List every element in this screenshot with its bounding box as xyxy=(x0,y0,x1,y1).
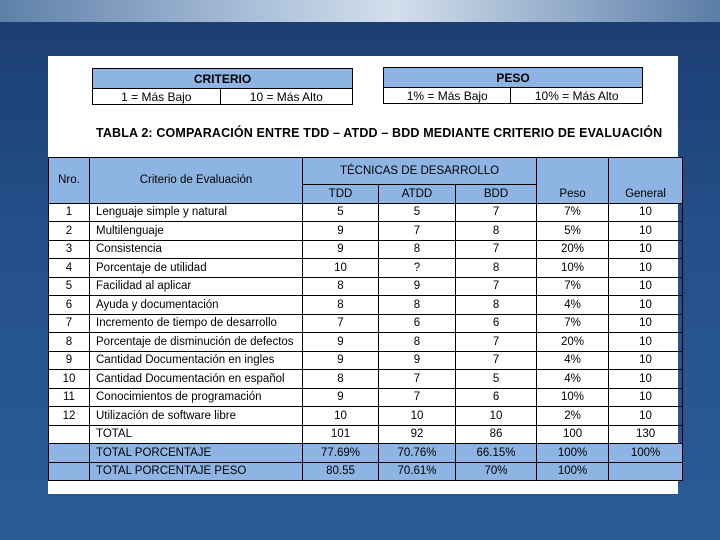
row-bdd: 8 xyxy=(456,259,537,278)
total-porcentaje-label: TOTAL PORCENTAJE xyxy=(90,444,303,463)
row-peso: 4% xyxy=(537,296,609,315)
row-atdd: 7 xyxy=(379,222,456,241)
top-decorative-band xyxy=(0,0,720,22)
row-number: 9 xyxy=(49,351,90,370)
row-criterio: Utilización de software libre xyxy=(90,407,303,426)
row-peso: 10% xyxy=(537,388,609,407)
row-tdd: 5 xyxy=(303,203,379,222)
total-peso-row xyxy=(49,462,683,481)
row-number: 12 xyxy=(49,407,90,426)
row-general: 10 xyxy=(609,296,683,315)
header-bdd: BDD xyxy=(456,185,537,204)
total-peso-blank xyxy=(49,462,90,481)
total-row xyxy=(49,425,683,444)
row-atdd: 10 xyxy=(379,407,456,426)
table-row xyxy=(49,333,683,352)
header-nro: Nro. xyxy=(49,158,90,204)
row-tdd: 9 xyxy=(303,351,379,370)
row-tdd: 9 xyxy=(303,388,379,407)
row-criterio: Ayuda y documentación xyxy=(90,296,303,315)
row-number: 6 xyxy=(49,296,90,315)
total-peso-atdd: 70.61% xyxy=(379,462,456,481)
row-criterio: Lenguaje simple y natural xyxy=(90,203,303,222)
total-porcentaje-general: 100% xyxy=(609,444,683,463)
row-tdd: 9 xyxy=(303,333,379,352)
row-atdd: 7 xyxy=(379,370,456,389)
peso-legend-high: 10% = Más Alto xyxy=(511,88,643,104)
table-row xyxy=(49,277,683,296)
total-peso-tdd: 80.55 xyxy=(303,462,379,481)
header-criterio: Criterio de Evaluación xyxy=(90,158,303,204)
row-general: 10 xyxy=(609,370,683,389)
table-row xyxy=(49,259,683,278)
total-tdd: 101 xyxy=(303,425,379,444)
row-number: 1 xyxy=(49,203,90,222)
slide-sheet xyxy=(48,56,678,494)
row-criterio: Porcentaje de disminución de defectos xyxy=(90,333,303,352)
criterio-legend-high: 10 = Más Alto xyxy=(220,89,352,105)
row-criterio: Cantidad Documentación en español xyxy=(90,370,303,389)
row-bdd: 7 xyxy=(456,240,537,259)
row-general: 10 xyxy=(609,277,683,296)
total-bdd: 86 xyxy=(456,425,537,444)
row-number: 7 xyxy=(49,314,90,333)
row-number: 10 xyxy=(49,370,90,389)
row-tdd: 10 xyxy=(303,259,379,278)
row-bdd: 5 xyxy=(456,370,537,389)
table-row xyxy=(49,388,683,407)
peso-legend-low: 1% = Más Bajo xyxy=(384,88,511,104)
row-general: 10 xyxy=(609,203,683,222)
row-atdd: 5 xyxy=(379,203,456,222)
row-number: 2 xyxy=(49,222,90,241)
row-criterio: Consistencia xyxy=(90,240,303,259)
row-tdd: 10 xyxy=(303,407,379,426)
criterio-legend xyxy=(92,68,353,105)
row-general: 10 xyxy=(609,333,683,352)
total-porcentaje-bdd: 66.15% xyxy=(456,444,537,463)
row-general: 10 xyxy=(609,388,683,407)
row-atdd: 8 xyxy=(379,296,456,315)
row-general: 10 xyxy=(609,222,683,241)
table-row xyxy=(49,351,683,370)
total-label: TOTAL xyxy=(90,425,303,444)
row-criterio: Porcentaje de utilidad xyxy=(90,259,303,278)
row-number: 11 xyxy=(49,388,90,407)
total-general: 130 xyxy=(609,425,683,444)
row-peso: 2% xyxy=(537,407,609,426)
row-bdd: 7 xyxy=(456,203,537,222)
row-atdd: ? xyxy=(379,259,456,278)
row-tdd: 8 xyxy=(303,277,379,296)
row-general: 10 xyxy=(609,240,683,259)
total-porcentaje-peso: 100% xyxy=(537,444,609,463)
table-row xyxy=(49,222,683,241)
total-blank xyxy=(49,425,90,444)
row-atdd: 6 xyxy=(379,314,456,333)
total-porcentaje-blank xyxy=(49,444,90,463)
row-criterio: Conocimientos de programación xyxy=(90,388,303,407)
header-tecnicas: TÉCNICAS DE DESARROLLO xyxy=(303,158,537,185)
table-row xyxy=(49,296,683,315)
row-peso: 4% xyxy=(537,370,609,389)
header-atdd: ATDD xyxy=(379,185,456,204)
row-peso: 20% xyxy=(537,240,609,259)
row-general: 10 xyxy=(609,259,683,278)
header-peso: Peso xyxy=(537,185,609,204)
total-peso-general xyxy=(609,462,683,481)
row-peso: 5% xyxy=(537,222,609,241)
table-row xyxy=(49,407,683,426)
row-bdd: 7 xyxy=(456,277,537,296)
row-bdd: 6 xyxy=(456,388,537,407)
row-tdd: 8 xyxy=(303,370,379,389)
criterio-legend-low: 1 = Más Bajo xyxy=(93,89,221,105)
row-number: 3 xyxy=(49,240,90,259)
row-atdd: 8 xyxy=(379,333,456,352)
row-tdd: 9 xyxy=(303,222,379,241)
row-bdd: 8 xyxy=(456,222,537,241)
row-peso: 4% xyxy=(537,351,609,370)
row-atdd: 9 xyxy=(379,277,456,296)
peso-legend-title: PESO xyxy=(384,68,643,88)
total-porcentaje-atdd: 70.76% xyxy=(379,444,456,463)
row-general: 10 xyxy=(609,351,683,370)
table-row xyxy=(49,240,683,259)
table-row xyxy=(49,314,683,333)
row-general: 10 xyxy=(609,407,683,426)
table-title: TABLA 2: COMPARACIÓN ENTRE TDD – ATDD – BDD MEDIANTE CRITERIO DE EVALUACIÓN xyxy=(96,126,663,140)
total-peso-peso: 100% xyxy=(537,462,609,481)
row-peso: 20% xyxy=(537,333,609,352)
header-peso-top xyxy=(537,158,609,185)
row-atdd: 9 xyxy=(379,351,456,370)
row-number: 4 xyxy=(49,259,90,278)
total-porcentaje-row xyxy=(49,444,683,463)
row-bdd: 6 xyxy=(456,314,537,333)
row-bdd: 8 xyxy=(456,296,537,315)
total-peso-bdd: 70% xyxy=(456,462,537,481)
row-criterio: Facilidad al aplicar xyxy=(90,277,303,296)
row-tdd: 8 xyxy=(303,296,379,315)
table-row xyxy=(49,203,683,222)
peso-legend xyxy=(383,67,643,104)
row-bdd: 7 xyxy=(456,351,537,370)
total-peso-label: TOTAL PORCENTAJE PESO xyxy=(90,462,303,481)
row-peso: 7% xyxy=(537,314,609,333)
row-atdd: 7 xyxy=(379,388,456,407)
row-tdd: 7 xyxy=(303,314,379,333)
row-number: 5 xyxy=(49,277,90,296)
header-general-top xyxy=(609,158,683,185)
row-atdd: 8 xyxy=(379,240,456,259)
header-tdd: TDD xyxy=(303,185,379,204)
total-peso: 100 xyxy=(537,425,609,444)
table-row xyxy=(49,370,683,389)
row-criterio: Multilenguaje xyxy=(90,222,303,241)
row-criterio: Incremento de tiempo de desarrollo xyxy=(90,314,303,333)
row-peso: 10% xyxy=(537,259,609,278)
total-atdd: 92 xyxy=(379,425,456,444)
total-porcentaje-tdd: 77.69% xyxy=(303,444,379,463)
row-tdd: 9 xyxy=(303,240,379,259)
row-criterio: Cantidad Documentación en ingles xyxy=(90,351,303,370)
row-number: 8 xyxy=(49,333,90,352)
header-general: General xyxy=(609,185,683,204)
row-peso: 7% xyxy=(537,277,609,296)
comparison-table xyxy=(48,157,683,481)
row-bdd: 10 xyxy=(456,407,537,426)
row-peso: 7% xyxy=(537,203,609,222)
criterio-legend-title: CRITERIO xyxy=(93,69,353,89)
row-general: 10 xyxy=(609,314,683,333)
row-bdd: 7 xyxy=(456,333,537,352)
